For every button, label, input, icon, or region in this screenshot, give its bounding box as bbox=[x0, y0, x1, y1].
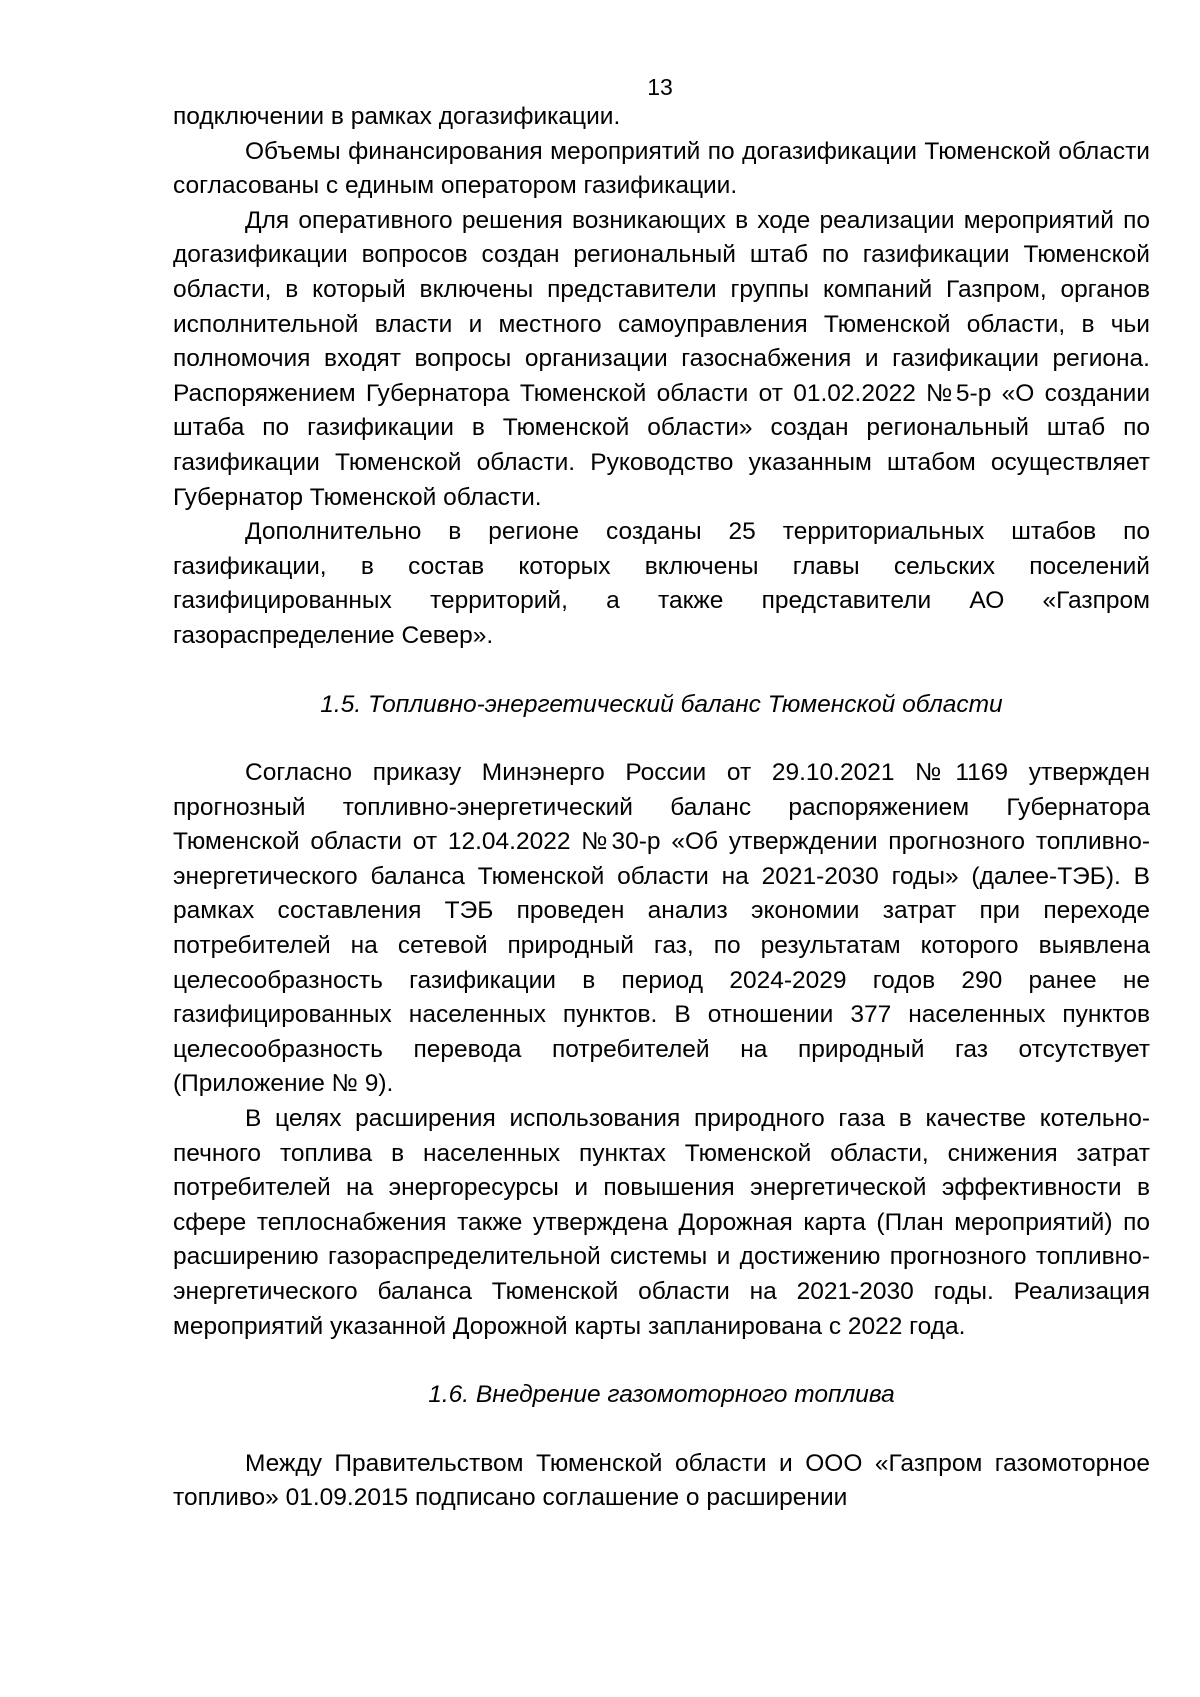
spacer bbox=[173, 654, 1150, 688]
page-number: 13 bbox=[647, 74, 673, 100]
document-body bbox=[173, 100, 1150, 1516]
paragraph-financing: Объемы финансирования мероприятий по догазификации Тюменской области согласованы с единым оператором газификации. bbox=[173, 137, 1150, 200]
spacer bbox=[173, 1344, 1150, 1378]
section-heading-1-6: 1.6. Внедрение газомоторного топлива bbox=[428, 1381, 895, 1409]
spacer bbox=[173, 1413, 1150, 1447]
spacer bbox=[173, 722, 1150, 756]
paragraph-regional-hq: Для оперативного решения возникающих в ходе реализации мероприятий по догазификации вопросов создан региональный штаб по газификации Тюменской области, в который включены представители группы компаний Газпром, органов исполнительной власти и местного самоуправления Тюменской области, в чьи полномочия входят вопросы организации газоснабжения и газификации региона. Распоряжением Губернатора Тюменской области от 01.02.2022 №5-р «О создании штаба по газификации в Тюменской области» создан региональный штаб по газификации Тюменской области. Руководство указанным штабом осуществляет Губернатор Тюменской области. bbox=[173, 206, 1150, 511]
paragraph-roadmap: В целях расширения использования природного газа в качестве котельно-печного топлива в населенных пунктах Тюменской области, снижения затрат потребителей на энергоресурсы и повышения энергетической эффективности в сфере теплоснабжения также утверждена Дорожная карта (План мероприятий) по расширению газораспределительной системы и достижению прогнозного топливно-энергетического баланса Тюменской области на 2021-2030 годы. Реализация мероприятий указанной Дорожной карты запланирована с 2022 года. bbox=[173, 1105, 1150, 1340]
paragraph-gas-motor-fuel: Между Правительством Тюменской области и ООО «Газпром газомоторное топливо» 01.09.2015 подписано соглашение о расширении bbox=[173, 1449, 1150, 1512]
section-heading-1-5: 1.5. Топливно-энергетический баланс Тюменской области bbox=[320, 690, 1003, 718]
paragraph-fuel-energy-balance: Согласно приказу Минэнерго России от 29.10.2021 №1169 утвержден прогнозный топливно-энергетический баланс распоряжением Губернатора Тюменской области от 12.04.2022 №30-р «Об утверждении прогнозного топливно-энергетического баланса Тюменской области на 2021-2030 годы» (далее-ТЭБ). В рамках составления ТЭБ проведен анализ экономии затрат при переходе потребителей на сетевой природный газ, по результатам которого выявлена целесообразность газификации в период 2024-2029 годов 290 ранее не газифицированных населенных пунктов. В отношении 377 населенных пунктов целесообразность перевода потребителей на природный газ отсутствует (Приложение № 9). bbox=[173, 759, 1150, 1098]
paragraph-territorial-hq: Дополнительно в регионе созданы 25 территориальных штабов по газификации, в состав которых включены главы сельских поселений газифицированных территорий, а также представители АО «Газпром газораспределение Север». bbox=[173, 518, 1150, 649]
paragraph-continuation: подключении в рамках догазификации. bbox=[173, 103, 621, 130]
